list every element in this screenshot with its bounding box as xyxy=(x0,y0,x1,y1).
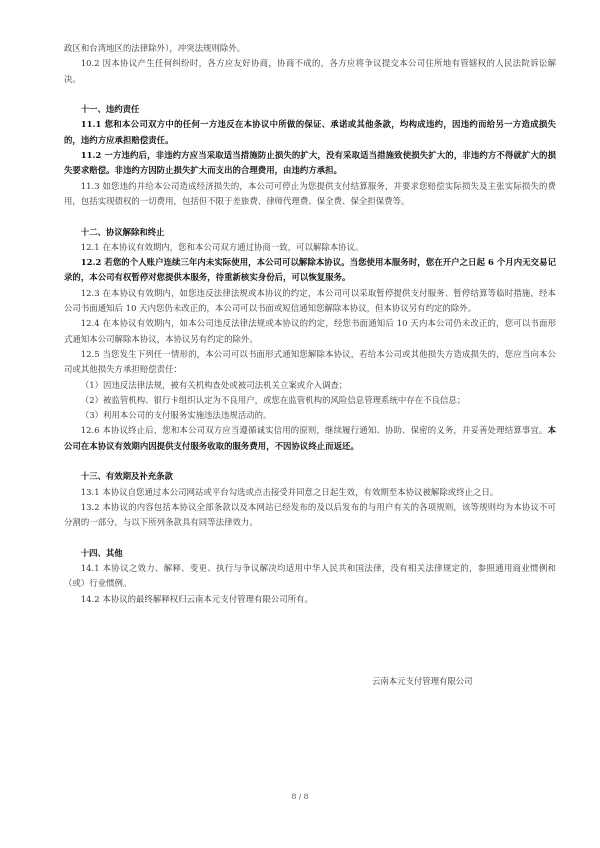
clause: 12.4 在本协议有效期内，如本公司违反法律法规或本协议的约定，经您书面通知后 10 天内本公司仍未改正的，您可以书面形式通知本公司解除本协议，本协议另有约定的除外。 xyxy=(64,318,556,344)
clause: 12.3 在本协议有效期内，如您违反法律法规或本协议的约定，本公司可以采取暂停提供支付服务、暂停结算等临时措施，经本公司书面通知后 10 天内您仍未改正的，本公司可以书面或短信通知您解除本协议，但本协议另有约定的除外。 xyxy=(64,287,556,314)
clause-emphasis: 本公司在本协议有效期内因提供支付服务收取的服务费用，不因协议终止而返还。 xyxy=(64,425,556,451)
clause: 13.1 本协议自您通过本公司网站或平台勾选或点击接受并同意之日起生效，有效期至本协议被解除或终止之日。 xyxy=(80,486,499,497)
page-number: 8 / 8 xyxy=(291,792,309,801)
clause: 14.1 本协议之效力、解释、变更、执行与争议解决均适用中华人民共和国法律，没有相关法律规定的，参照通用商业惯例和（或）行业惯例。 xyxy=(64,563,556,589)
clause: 11.1 您和本公司双方中的任何一方违反在本协议中所做的保证、承诺或其他条款，均构成违约，因违约而给另一方造成损失的，违约方应承担赔偿责任。 xyxy=(64,119,556,145)
clause-text: 12.6 本协议终止后，您和本公司双方应当遵循诚实信用的原则，继续履行通知、协助、保密的义务，并妥善处理结算事宜。 xyxy=(80,425,548,436)
section-heading: 十二、协议解除和终止 xyxy=(80,226,165,237)
section-heading: 十三、有效期及补充条款 xyxy=(80,471,173,482)
clause: 12.2 若您的个人账户连续三年内未实际使用，本公司可以解除本协议。当您使用本服务时，您在开户之日起 6 个月内无交易记录的，本公司有权暂停对您提供本服务，待重新核实身份后，可以恢复服务。 xyxy=(64,257,556,283)
spacer xyxy=(64,531,556,546)
section-heading: 十四、其他 xyxy=(80,547,123,558)
document-body xyxy=(64,41,556,607)
section-heading: 十一、违约责任 xyxy=(80,104,140,115)
clause: 11.2 一方违约后，非违约方应当采取适当措施防止损失的扩大，没有采取适当措施致使损失扩大的，非违约方不得就扩大的损失要求赔偿。非违约方因防止损失扩大而支出的合理费用，由违约方承担。 xyxy=(64,150,556,176)
clause: 12.5 当您发生下列任一情形的，本公司可以书面形式通知您解除本协议，若给本公司或其他损失方造成损失的，您应当向本公司或其他损失方承担赔偿责任： xyxy=(64,348,556,375)
company-signature: 云南本元支付管理有限公司 xyxy=(372,676,473,686)
sub-clause: （3）利用本公司的支付服务实施违法违规活动的。 xyxy=(80,410,272,421)
paragraph: 政区和台湾地区的法律除外），冲突法规则除外。 xyxy=(64,43,246,53)
clause xyxy=(64,423,556,454)
clause: 12.1 在本协议有效期内，您和本公司双方通过协商一致，可以解除本协议。 xyxy=(80,241,364,252)
clause: 14.2 本协议的最终解释权归云南本元支付管理有限公司所有。 xyxy=(80,593,313,604)
spacer xyxy=(64,209,556,224)
sub-clause: （2）被监管机构、银行卡组织认定为不良用户，或您在监管机构的风险信息管理系统中存在不良信息； xyxy=(80,394,466,405)
paragraph: 10.2 因本协议产生任何纠纷时，各方应友好协商，协商不成的，各方应将争议提交本公司住所地有管辖权的人民法院诉讼解决。 xyxy=(64,58,556,84)
clause: 11.3 如您违约并给本公司造成经济损失的，本公司可停止为您提供支付结算服务，并要求您赔偿实际损失及主张实际损失的费用，包括实现债权的一切费用，包括但不限于差旅费、律师代理费、保全费、保全担保费等。 xyxy=(64,180,556,206)
sub-clause: （1）因违反法律法规，被有关机构查处或被司法机关立案或介入调查； xyxy=(80,379,348,390)
clause: 13.2 本协议的内容包括本协议全部条款以及本网站已经发布的及以后发布的与用户有关的各项规则，该等规则均为本协议不可分割的一部分，与以下所列条款具有同等法律效力。 xyxy=(64,501,556,528)
spacer xyxy=(64,454,556,469)
spacer xyxy=(64,87,556,102)
